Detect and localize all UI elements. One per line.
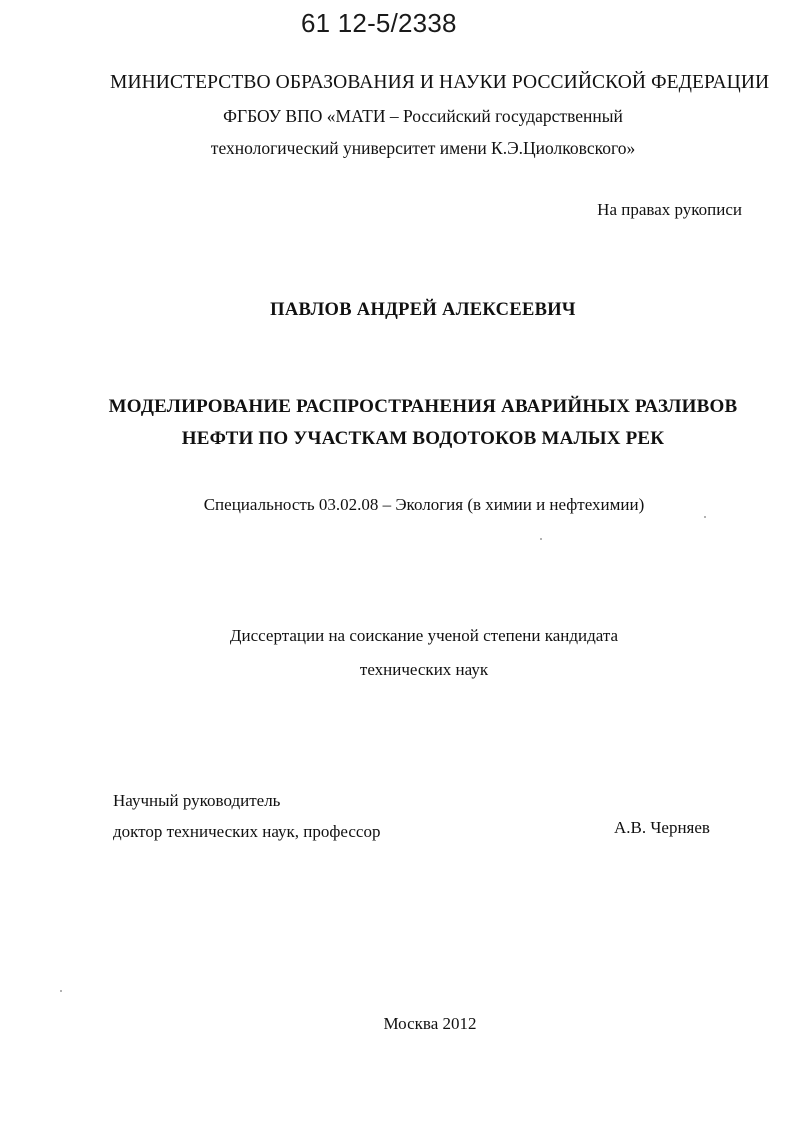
degree-line-2: технических наук [359, 660, 489, 679]
degree-line-1: Диссертации на соискание ученой степени кандидата [229, 626, 619, 645]
specialty-line: Специальность 03.02.08 – Экология (в химии и нефтехимии) [203, 495, 645, 514]
scan-speck [60, 990, 62, 992]
dissertation-title-line-1: МОДЕЛИРОВАНИЕ РАСПРОСТРАНЕНИЯ АВАРИЙНЫХ РАЗЛИВОВ [108, 396, 738, 417]
scan-speck [704, 516, 706, 518]
supervisor-label: Научный руководитель [113, 791, 281, 810]
supervisor-name: А.В. Черняев [614, 818, 710, 837]
archive-stamp-number: 61 12-5/2338 [301, 8, 457, 38]
university-line-2: технологический университет имени К.Э.Циолковского» [210, 138, 636, 158]
manuscript-note: На правах рукописи [597, 200, 742, 219]
scan-speck [540, 538, 542, 540]
ministry-heading: МИНИСТЕРСТВО ОБРАЗОВАНИЯ И НАУКИ РОССИЙСКОЙ ФЕДЕРАЦИИ [110, 72, 770, 93]
university-line-1: ФГБОУ ВПО «МАТИ – Российский государственный [223, 106, 623, 126]
dissertation-title-line-2: НЕФТИ ПО УЧАСТКАМ ВОДОТОКОВ МАЛЫХ РЕК [181, 428, 665, 449]
author-name: ПАВЛОВ АНДРЕЙ АЛЕКСЕЕВИЧ [270, 300, 576, 320]
supervisor-degree: доктор технических наук, профессор [113, 822, 381, 841]
city-year: Москва 2012 [383, 1014, 477, 1033]
